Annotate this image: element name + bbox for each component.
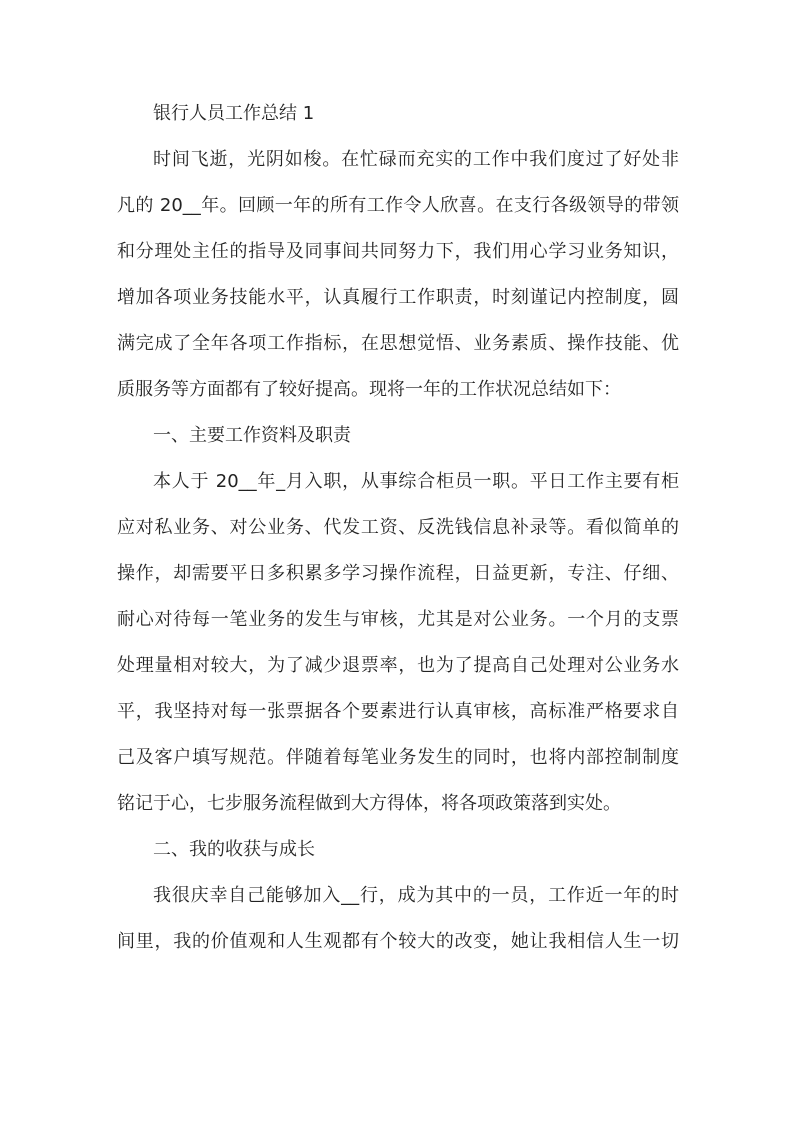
paragraph-1-line-6: 质服务等方面都有了较好提高。现将一年的工作状况总结如下： — [117, 379, 621, 400]
paragraph-2-line-3: 操作，却需要平日多积累多学习操作流程，日益更新，专注、仔细、 — [117, 563, 679, 584]
paragraph-3-line-2: 间里，我的价值观和人生观都有个较大的改变，她让我相信人生一切 — [117, 931, 679, 952]
paragraph-2-line-2: 应对私业务、对公业务、代发工资、反洗钱信息补录等。看似简单的 — [117, 517, 679, 538]
paragraph-2-line-1: 本人于 20__年_月入职，从事综合柜员一职。平日工作主要有柜 — [153, 471, 679, 492]
paragraph-1-line-4: 增加各项业务技能水平，认真履行工作职责，时刻谨记内控制度，圆 — [117, 287, 679, 308]
paragraph-1-line-1: 时间飞逝，光阴如梭。在忙碌而充实的工作中我们度过了好处非 — [153, 149, 679, 170]
paragraph-2-line-7: 己及客户填写规范。伴随着每笔业务发生的同时，也将内部控制制度 — [117, 747, 679, 768]
paragraph-3-line-1: 我很庆幸自己能够加入__行，成为其中的一员，工作近一年的时 — [153, 885, 679, 906]
paragraph-2-line-6: 平，我坚持对每一张票据各个要素进行认真审核，高标准严格要求自 — [117, 701, 679, 722]
paragraph-2-line-5: 处理量相对较大，为了减少退票率，也为了提高自己处理对公业务水 — [117, 655, 679, 676]
paragraph-1-line-3: 和分理处主任的指导及同事间共同努力下，我们用心学习业务知识， — [117, 241, 679, 262]
section-heading-1: 一、主要工作资料及职责 — [153, 425, 351, 446]
section-heading-2: 二、我的收获与成长 — [153, 839, 315, 860]
paragraph-2-line-4: 耐心对待每一笔业务的发生与审核，尤其是对公业务。一个月的支票 — [117, 609, 679, 630]
paragraph-1-line-2: 凡的 20__年。回顾一年的所有工作令人欣喜。在支行各级领导的带领 — [117, 195, 679, 216]
paragraph-2-line-8: 铭记于心，七步服务流程做到大方得体，将各项政策落到实处。 — [117, 793, 621, 814]
document-title: 银行人员工作总结 1 — [153, 103, 315, 124]
paragraph-1-line-5: 满完成了全年各项工作指标，在思想觉悟、业务素质、操作技能、优 — [117, 333, 679, 354]
